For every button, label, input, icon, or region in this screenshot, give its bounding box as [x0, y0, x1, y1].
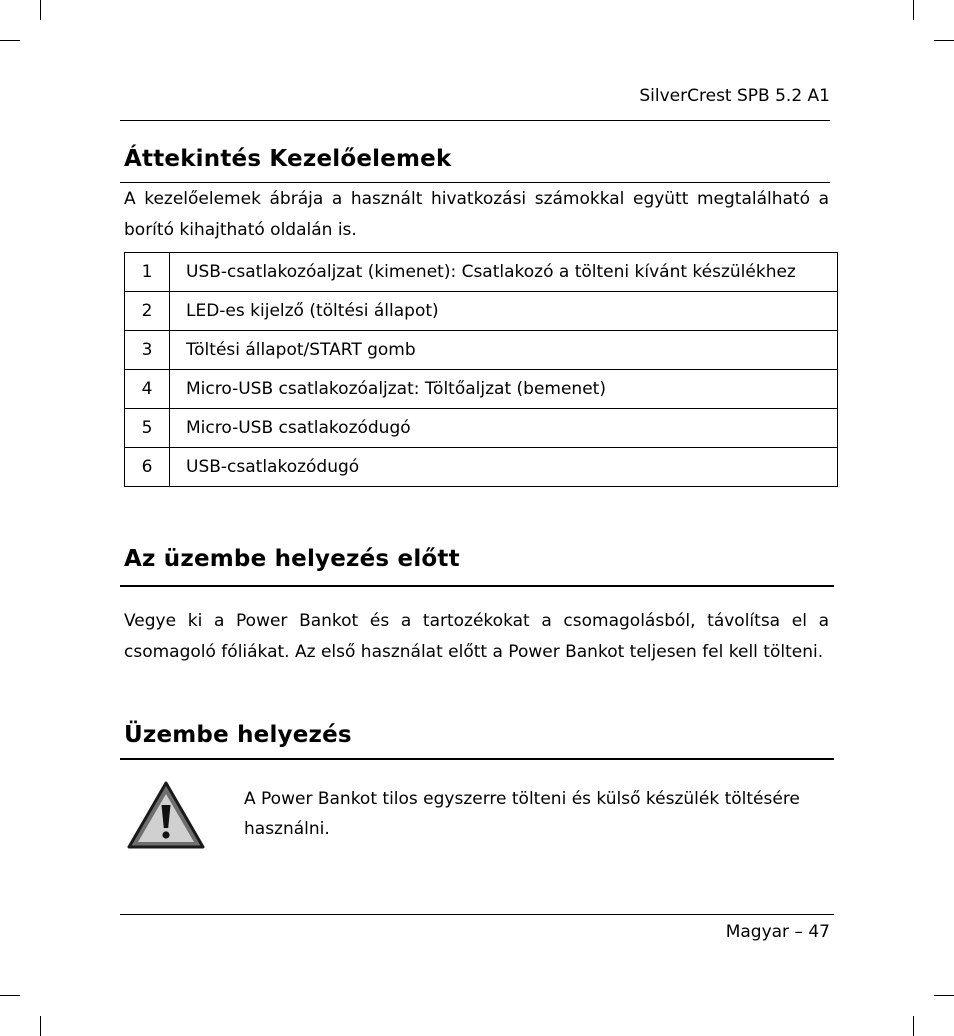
header-rule — [120, 120, 830, 121]
page-number: Magyar – 47 — [725, 922, 830, 942]
table-row — [125, 409, 838, 448]
row-description: Micro-USB csatlakozódugó — [170, 409, 838, 448]
table-row — [125, 370, 838, 409]
warning-text: A Power Bankot tilos egyszerre tölteni és külső készülék töltésére használni. — [244, 789, 800, 839]
crop-mark — [40, 1016, 41, 1036]
section-intro: A kezelőelemek ábrája a használt hivatkozási számokkal együtt megtalálható a borító kihajtható oldalán is. — [124, 189, 829, 240]
footer-rule — [120, 914, 834, 915]
row-description: USB-csatlakozóaljzat (kimenet): Csatlakozó a tölteni kívánt készülékhez — [170, 253, 838, 292]
row-number: 5 — [125, 409, 170, 448]
row-number: 3 — [125, 331, 170, 370]
row-number: 2 — [125, 292, 170, 331]
section-rule — [120, 182, 830, 183]
crop-mark — [0, 995, 20, 996]
section-heading-before-use: Az üzembe helyezés előtt — [124, 546, 460, 572]
row-description: USB-csatlakozódugó — [170, 448, 838, 487]
crop-mark — [913, 0, 914, 20]
table-row — [125, 448, 838, 487]
row-description: LED-es kijelző (töltési állapot) — [170, 292, 838, 331]
warning-triangle-icon — [126, 780, 206, 850]
crop-mark — [934, 995, 954, 996]
crop-mark — [913, 1016, 914, 1036]
section-rule — [120, 585, 834, 587]
row-description: Micro-USB csatlakozóaljzat: Töltőaljzat (bemenet) — [170, 370, 838, 409]
section-heading-setup: Üzembe helyezés — [124, 722, 352, 748]
crop-mark — [0, 40, 20, 41]
crop-mark — [40, 0, 41, 20]
controls-table — [124, 252, 838, 487]
table-row — [125, 292, 838, 331]
section-heading-overview: Áttekintés Kezelőelemek — [124, 146, 452, 172]
section-text: Vegye ki a Power Bankot és a tartozékokat a csomagolásból, távolítsa el a csomagoló fóliákat. Az első használat előtt a Power Bankot teljesen fel kell tölteni. — [124, 611, 829, 662]
row-number: 1 — [125, 253, 170, 292]
section-rule — [120, 758, 834, 760]
row-number: 4 — [125, 370, 170, 409]
header-title: SilverCrest SPB 5.2 A1 — [639, 86, 830, 106]
table-row — [125, 331, 838, 370]
row-number: 6 — [125, 448, 170, 487]
row-description: Töltési állapot/START gomb — [170, 331, 838, 370]
crop-mark — [934, 40, 954, 41]
table-row — [125, 253, 838, 292]
